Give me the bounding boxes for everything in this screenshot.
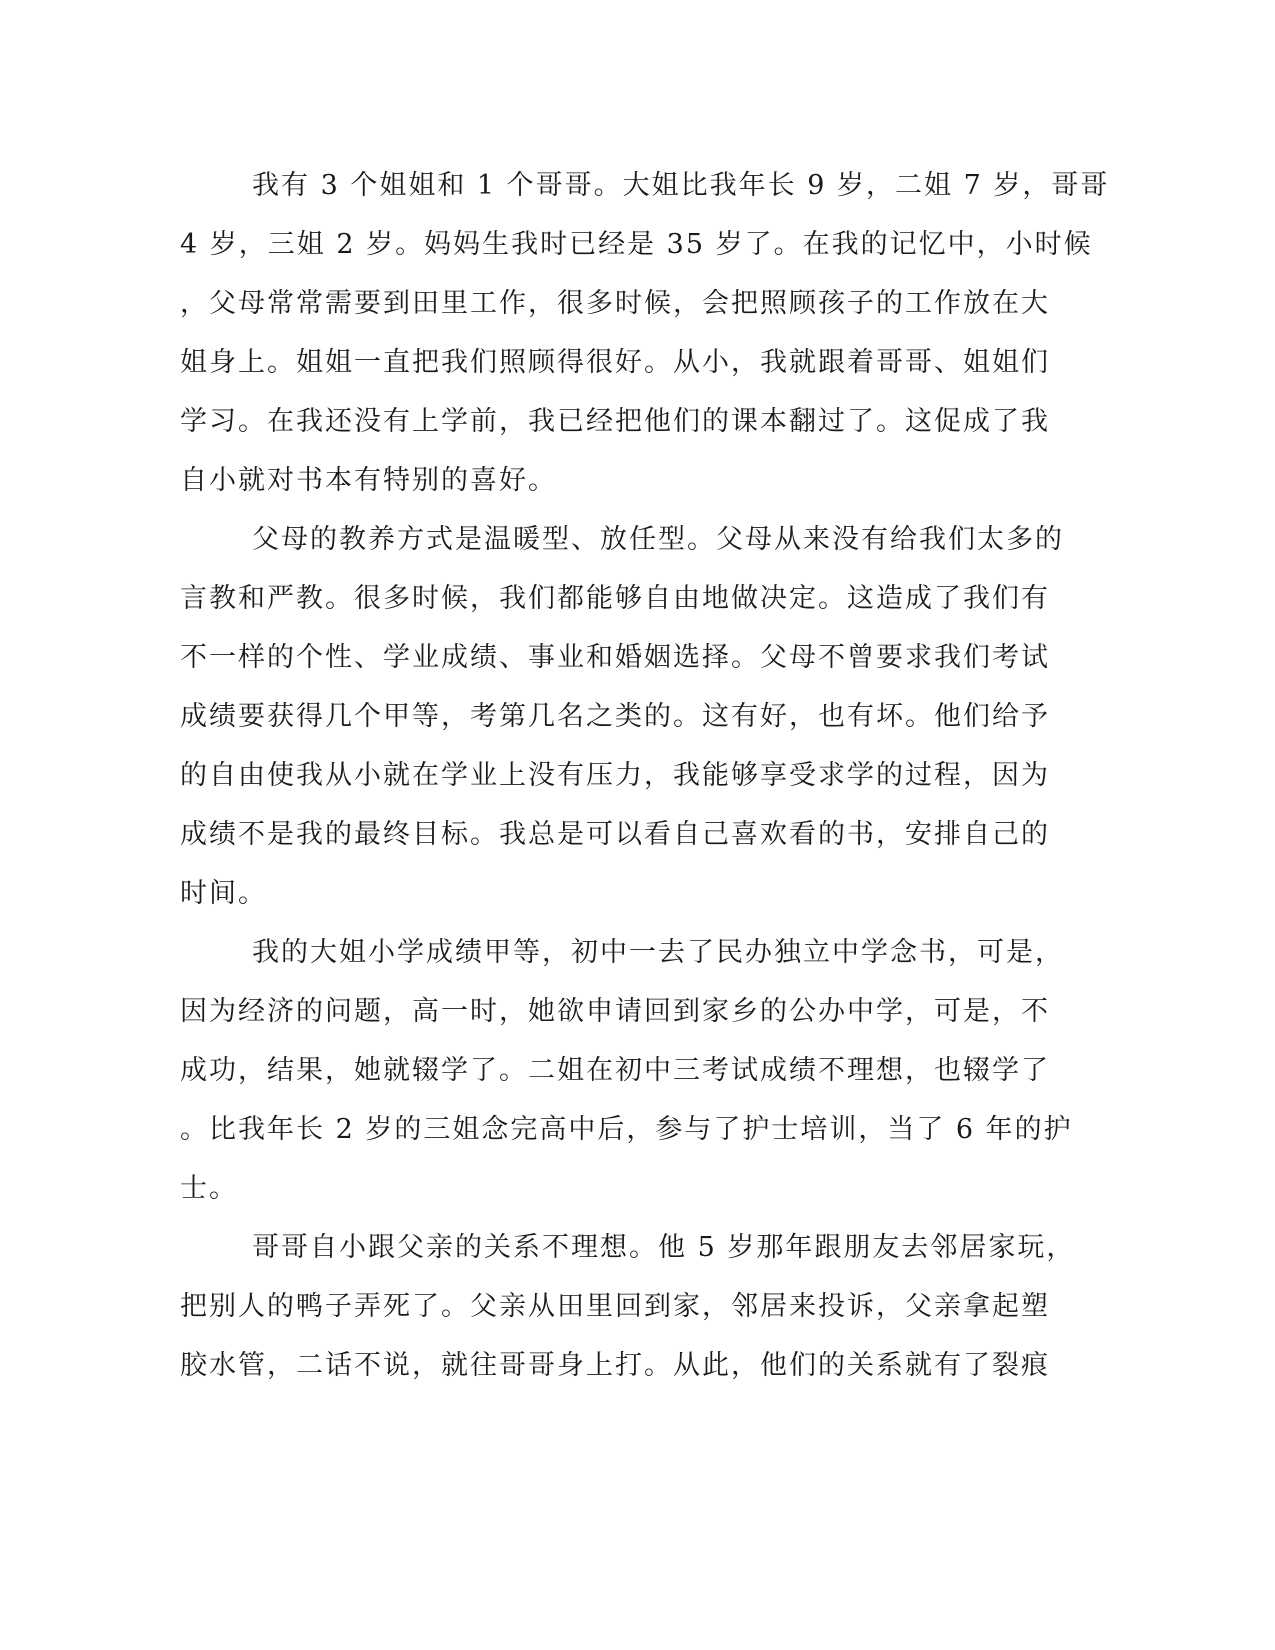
- paragraph-3: [180, 923, 1073, 1218]
- text-line: 学习。在我还没有上学前，我已经把他们的课本翻过了。这促成了我: [180, 406, 1050, 437]
- text-line: 的自由使我从小就在学业上没有压力，我能够享受求学的过程，因为: [180, 760, 1050, 791]
- paragraph-1: [180, 156, 1110, 510]
- text-line: 成绩要获得几个甲等，考第几名之类的。这有好，也有坏。他们给予: [180, 701, 1050, 732]
- text-line: 成功，结果，她就辍学了。二姐在初中三考试成绩不理想，也辍学了: [180, 1055, 1050, 1086]
- text-line: 言教和严教。很多时候，我们都能够自由地做决定。这造成了我们有: [180, 583, 1050, 614]
- text-line: 父母的教养方式是温暖型、放任型。父母从来没有给我们太多的: [252, 524, 1064, 555]
- text-line: 我的大姐小学成绩甲等，初中一去了民办独立中学念书，可是，: [252, 937, 1064, 968]
- text-line: 。比我年长 2 岁的三姐念完高中后，参与了护士培训，当了 6 年的护: [180, 1114, 1073, 1145]
- text-line: 因为经济的问题，高一时，她欲申请回到家乡的公办中学，可是，不: [180, 996, 1050, 1027]
- text-line: 自小就对书本有特别的喜好。: [180, 465, 557, 496]
- text-line: 把别人的鸭子弄死了。父亲从田里回到家，邻居来投诉，父亲拿起塑: [180, 1291, 1050, 1322]
- text-line: 胶水管，二话不说，就往哥哥身上打。从此，他们的关系就有了裂痕: [180, 1350, 1050, 1381]
- text-line: 我有 3 个姐姐和 1 个哥哥。大姐比我年长 9 岁，二姐 7 岁，哥哥: [252, 170, 1110, 201]
- text-line: 成绩不是我的最终目标。我总是可以看自己喜欢看的书，安排自己的: [180, 819, 1050, 850]
- text-line: 不一样的个性、学业成绩、事业和婚姻选择。父母不曾要求我们考试: [180, 642, 1050, 673]
- paragraph-2: [180, 510, 1064, 923]
- text-line: ，父母常常需要到田里工作，很多时候，会把照顾孩子的工作放在大: [180, 288, 1050, 319]
- text-line: 时间。: [180, 878, 267, 909]
- text-line: 姐身上。姐姐一直把我们照顾得很好。从小，我就跟着哥哥、姐姐们: [180, 347, 1050, 378]
- text-line: 士。: [180, 1173, 238, 1204]
- text-line: 4 岁，三姐 2 岁。妈妈生我时已经是 35 岁了。在我的记忆中，小时候: [180, 229, 1093, 260]
- text-line: 哥哥自小跟父亲的关系不理想。他 5 岁那年跟朋友去邻居家玩，: [252, 1232, 1076, 1263]
- paragraph-4: [180, 1218, 1076, 1395]
- body-text: [180, 156, 1110, 1395]
